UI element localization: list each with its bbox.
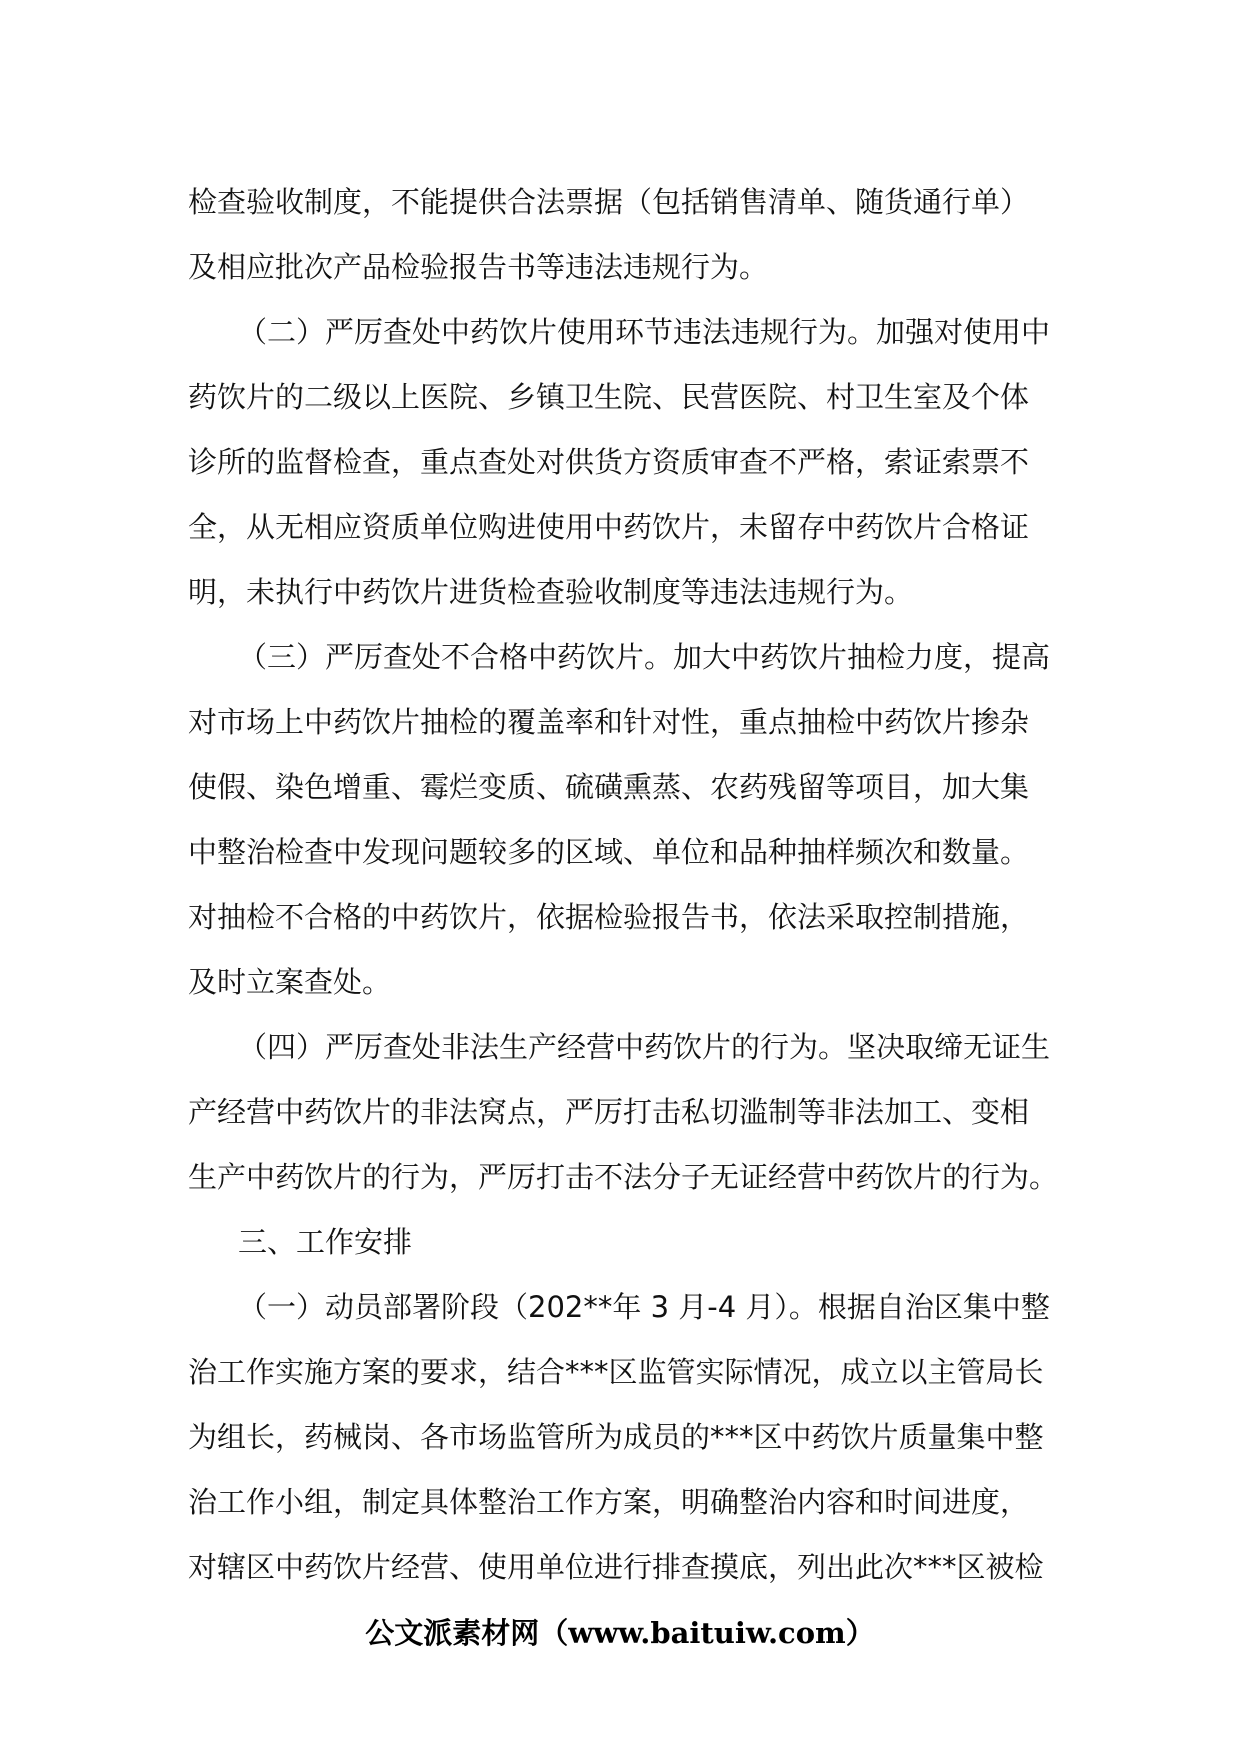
text-line: 对辖区中药饮片经营、使用单位进行排查摸底，列出此次***区被检 xyxy=(188,1550,1044,1584)
text-line: 为组长，药械岗、各市场监管所为成员的***区中药饮片质量集中整 xyxy=(188,1420,1044,1454)
text-line: 诊所的监督检查，重点查处对供货方资质审查不严格，索证索票不 xyxy=(188,445,1030,479)
document-body xyxy=(188,170,1064,1600)
paragraph-start-line: （一）动员部署阶段（202**年 3 月-4 月）。根据自治区集中整 xyxy=(238,1290,1050,1324)
text-line: 产经营中药饮片的非法窝点，严厉打击私切滥制等非法加工、变相 xyxy=(188,1095,1030,1129)
section-heading: 三、工作安排 xyxy=(238,1225,413,1259)
paragraph-start-line: （四）严厉查处非法生产经营中药饮片的行为。坚决取缔无证生 xyxy=(238,1030,1051,1064)
text-line: 明，未执行中药饮片进货检查验收制度等违法违规行为。 xyxy=(188,575,914,609)
text-line: 及时立案查处。 xyxy=(188,965,392,999)
paragraph-start-line: （二）严厉查处中药饮片使用环节违法违规行为。加强对使用中 xyxy=(238,315,1051,349)
paragraph-start-line: （三）严厉查处不合格中药饮片。加大中药饮片抽检力度，提高 xyxy=(238,640,1051,674)
text-line: 中整治检查中发现问题较多的区域、单位和品种抽样频次和数量。 xyxy=(188,835,1030,869)
text-line: 对抽检不合格的中药饮片，依据检验报告书，依法采取控制措施， xyxy=(188,900,1030,934)
text-line: 治工作小组，制定具体整治工作方案，明确整治内容和时间进度， xyxy=(188,1485,1030,1519)
text-line: 治工作实施方案的要求，结合***区监管实际情况，成立以主管局长 xyxy=(188,1355,1044,1389)
text-line: 药饮片的二级以上医院、乡镇卫生院、民营医院、村卫生室及个体 xyxy=(188,380,1030,414)
text-line: 对市场上中药饮片抽检的覆盖率和针对性，重点抽检中药饮片掺杂 xyxy=(188,705,1030,739)
text-line: 检查验收制度，不能提供合法票据（包括销售清单、随货通行单） xyxy=(188,185,1030,219)
text-line: 使假、染色增重、霉烂变质、硫磺熏蒸、农药残留等项目，加大集 xyxy=(188,770,1030,804)
text-line: 生产中药饮片的行为，严厉打击不法分子无证经营中药饮片的行为。 xyxy=(188,1160,1059,1194)
text-line: 及相应批次产品检验报告书等违法违规行为。 xyxy=(188,250,769,284)
text-line: 全，从无相应资质单位购进使用中药饮片，未留存中药饮片合格证 xyxy=(188,510,1030,544)
footer-watermark: 公文派素材网（www.baituiw.com） xyxy=(365,1616,875,1650)
